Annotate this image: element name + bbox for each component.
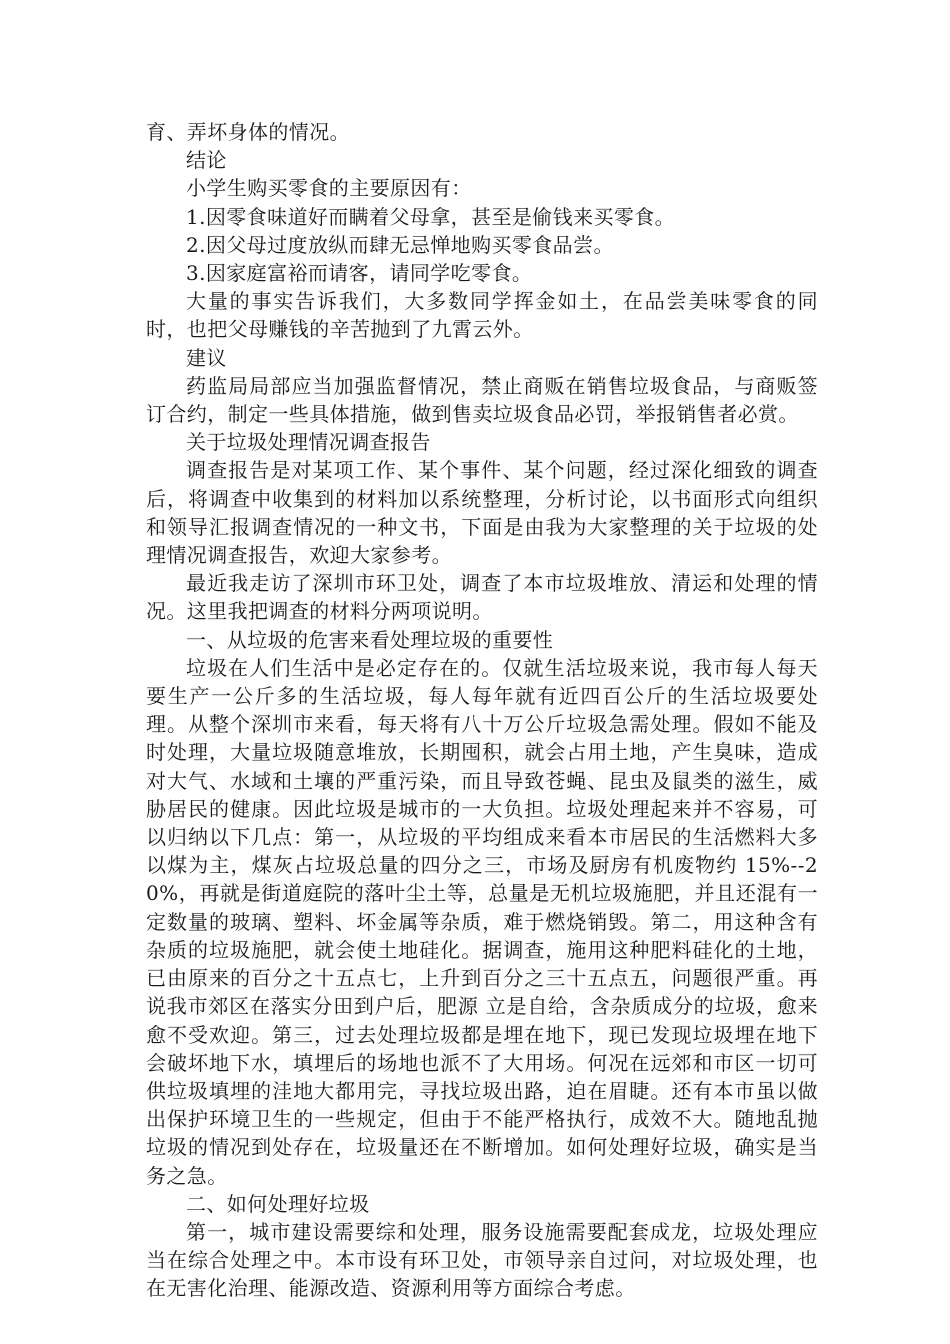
paragraph: 调查报告是对某项工作、某个事件、某个问题，经过深化细致的调查后，将调查中收集到的材料加以系统整理，分析讨论，以书面形式向组织和领导汇报调查情况的一种文书，下面是由我为大家整理的关于垃圾的处理情况调查报告，欢迎大家参考。 xyxy=(146,458,818,568)
list-item: 2.因父母过度放纵而肆无忌惮地购买零食品尝。 xyxy=(186,232,614,257)
paragraph: 育、弄坏身体的情况。 xyxy=(146,120,350,144)
report-title: 关于垃圾处理情况调查报告 xyxy=(186,430,431,455)
section-heading: 二、如何处理好垃圾 xyxy=(186,1191,370,1216)
paragraph: 小学生购买零食的主要原因有： xyxy=(186,176,472,201)
paragraph: 垃圾在人们生活中是必定存在的。仅就生活垃圾来说，我市每人每天要生产一公斤多的生活垃圾，每人每年就有近四百公斤的生活垃圾要处理。从整个深圳市来看，每天将有八十万公斤垃圾急需处理。假如不能及时处理，大量垃圾随意堆放，长期囤积，就会占用土地，产生臭味，造成对大气、水域和土壤的严重污染，而且导致苍蝇、昆虫及鼠类的滋生，威胁居民的健康。因此垃圾是城市的一大负担。垃圾处理起来并不容易，可以归纳以下几点：第一，从垃圾的平均组成来看本市居民的生活燃料大多以煤为主，煤灰占垃圾总量的四分之三，市场及厨房有机废物约 15%--20%，再就是街道庭院的落叶尘土等，总量是无机垃圾施肥，并且还混有一定数量的玻璃、塑料、坏金属等杂质，难于燃烧销毁。第二，用这种含有杂质的垃圾施肥，就会使土地硅化。据调查，施用这种肥料硅化的土地，已由原来的百分之十五点七，上升到百分之三十五点五，问题很严重。再说我市郊区在落实分田到户后，肥源 立是自给，含杂质成分的垃圾，愈来愈不受欢迎。第三，过去处理垃圾都是埋在地下，现已发现垃圾埋在地下会破坏地下水，填埋后的场地也派不了大用场。何况在远郊和市区一切可供垃圾填埋的洼地大都用完，寻找垃圾出路，迫在眉睫。还有本市虽以做出保护环境卫生的一些规定，但由于不能严格执行，成效不大。随地乱抛垃圾的情况到处存在，垃圾量还在不断增加。如何处理好垃圾，确实是当务之急。 xyxy=(146,655,818,1188)
paragraph: 药监局局部应当加强监督情况，禁止商贩在销售垃圾食品，与商贩签订合约，制定一些具体措施，做到售卖垃圾食品必罚，举报销售者必赏。 xyxy=(146,373,818,427)
list-item: 1.因零食味道好而瞒着父母拿，甚至是偷钱来买零食。 xyxy=(186,204,676,229)
paragraph: 第一，城市建设需要综和处理，服务设施需要配套成龙，垃圾处理应当在综合处理之中。本市设有环卫处，市领导亲自过问，对垃圾处理，也在无害化治理、能源改造、资源利用等方面综合考虑。 xyxy=(146,1219,818,1301)
list-item: 3.因家庭富裕而请客，请同学吃零食。 xyxy=(186,261,533,286)
heading-suggestion: 建议 xyxy=(186,345,227,370)
section-heading: 一、从垃圾的危害来看处理垃圾的重要性 xyxy=(186,627,554,652)
heading-conclusion: 结论 xyxy=(186,148,227,173)
paragraph: 大量的事实告诉我们，大多数同学挥金如土，在品尝美味零食的同时，也把父母赚钱的辛苦抛到了九霄云外。 xyxy=(146,289,818,342)
document-body xyxy=(146,118,818,1303)
paragraph: 最近我走访了深圳市环卫处，调查了本市垃圾堆放、清运和处理的情况。这里我把调查的材料分两项说明。 xyxy=(146,571,818,624)
